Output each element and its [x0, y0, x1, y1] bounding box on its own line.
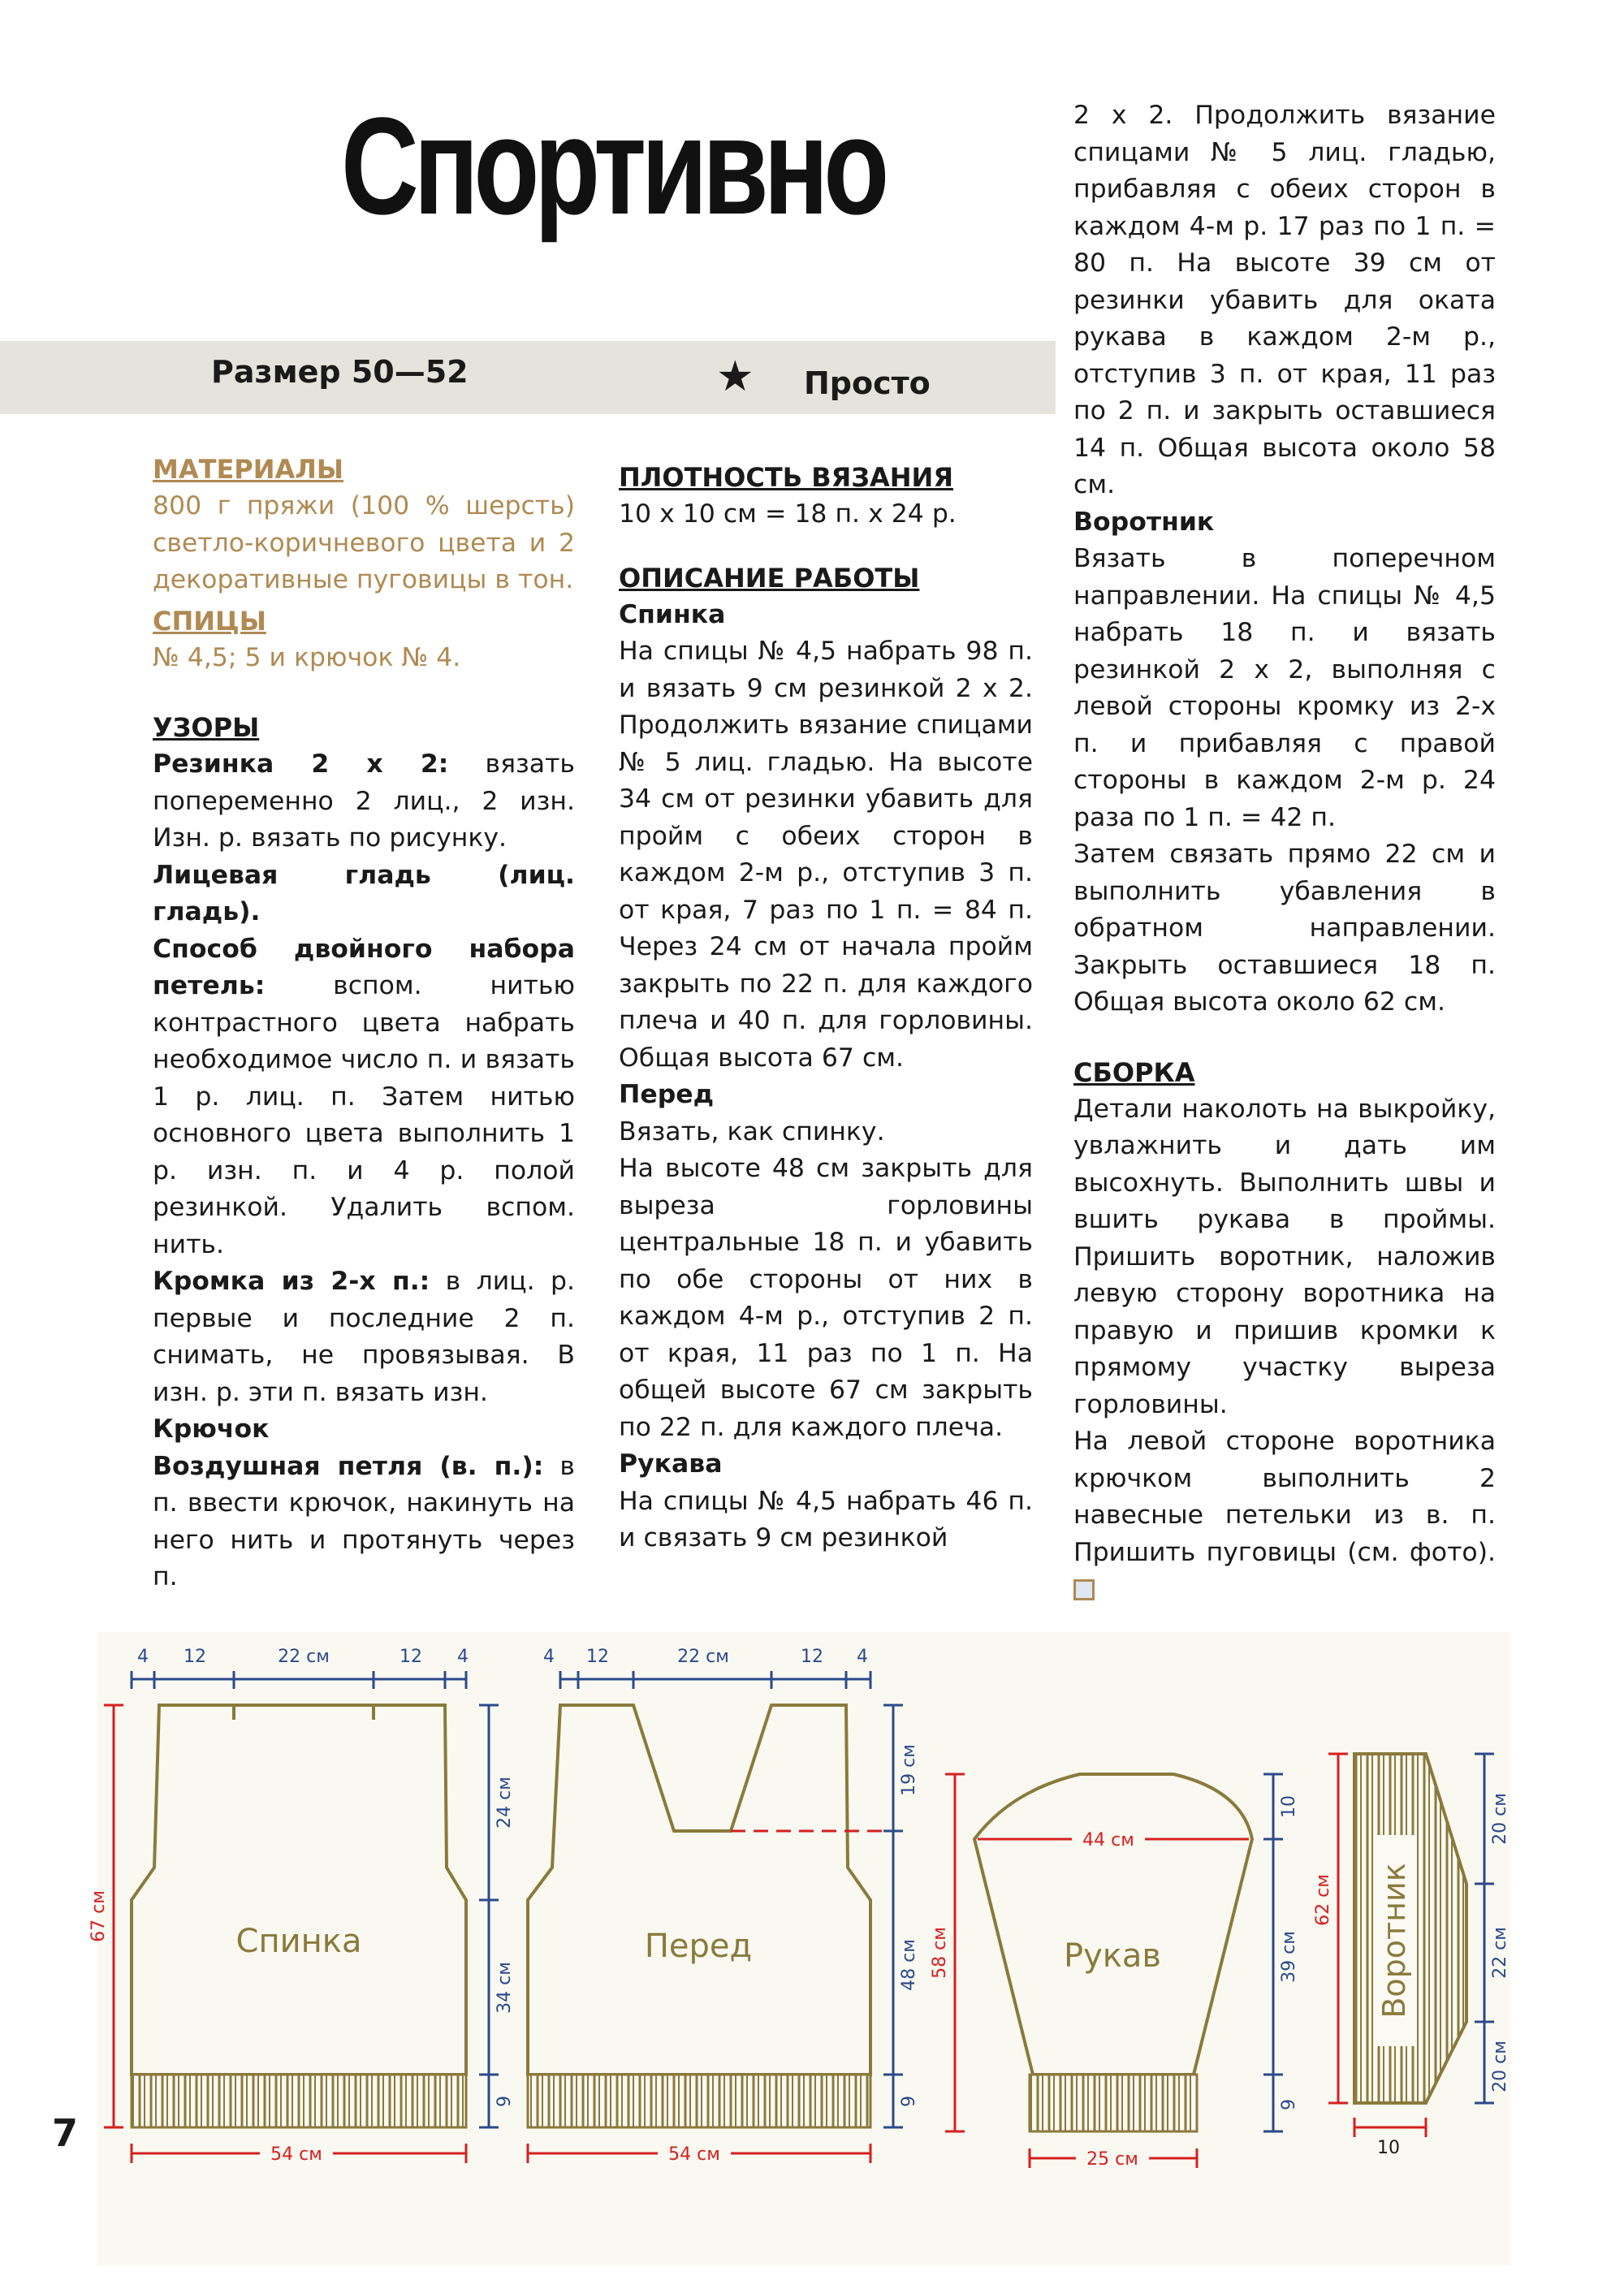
- front-schematic: [528, 1647, 919, 2165]
- size-label: Размер 50—52: [211, 354, 469, 390]
- sleeve-title: Рукава: [619, 1449, 723, 1479]
- description-heading: ОПИСАНИЕ РАБОТЫ: [619, 562, 920, 594]
- difficulty-label: Просто: [804, 365, 931, 401]
- needles-text: № 4,5; 5 и крючок № 4.: [153, 642, 461, 672]
- sleeve-rib-height: 9: [1279, 2099, 1299, 2110]
- cast-on-text: вспом. нитью контрастного цвета набрать необходимое число п. и вязать 1 р. лиц. п. Затем нитью основного цвета выполнить 1 р. изн. п. и 4 р. полой резинкой. Удалить вспом. нить.: [153, 971, 575, 1259]
- front-text-2: На высоте 48 см закрыть для выреза горловины центральные 18 п. и убавить по обе стороны от них в каждом 4-м р., отступив 2 п. от края, 11 раз по 1 п. На общей высоте 67 см закрыть по 22 п. для каждого плеча.: [619, 1154, 1033, 1442]
- sleeve-bottom-width: 25 см: [1086, 2149, 1138, 2170]
- back-rib-height: 9: [495, 2096, 515, 2107]
- front-rib-height: 9: [899, 2096, 919, 2107]
- chain-text: в п. ввести крючок, накинуть на него нить и протянуть через п.: [153, 1451, 575, 1591]
- assembly-text-1: Детали наколоть на выкройку, увлажнить и дать им высохнуть. Выполнить швы и вшить рукава в проймы. Пришить воротник, наложив левую сторону воротника на правую и пришив кромки к прямому участку выреза горловины.: [1073, 1094, 1496, 1419]
- collar-width: 10: [1377, 2138, 1400, 2158]
- materials-text: 800 г пряжи (100 % шерсть) светло-коричневого цвета и 2 декоративные пуговицы в тон.: [153, 491, 575, 594]
- gauge-text: 10 х 10 см = 18 п. х 24 р.: [619, 499, 957, 529]
- gauge-heading: ПЛОТНОСТЬ ВЯЗАНИЯ: [619, 462, 953, 493]
- hook-title: Крючок: [153, 1414, 270, 1444]
- cast-on-title: Способ двойного набора петель:: [153, 934, 575, 1000]
- back-schematic: [89, 1647, 515, 2165]
- back-label: Спинка: [235, 1923, 362, 1960]
- back-dim-4: 12: [400, 1647, 422, 1667]
- back-text: На спицы № 4,5 набрать 98 п. и вязать 9 см резинкой 2 х 2. Продолжить вязание спицами № 5 лиц. гладью. На высоте 34 см от резинки убавить для пройм с обеих сторон в каждом 2-м р., отступив 3 п. от края, 7 раз по 1 п. = 84 п. Через 24 см от начала пройм закрыть по 22 п. для каждого плеча и 40 п. для горловины. Общая высота 67 см.: [619, 637, 1033, 1073]
- sleeve-top-width: 44 см: [1082, 1830, 1134, 1850]
- star-icon: ★: [716, 352, 754, 401]
- stockinette-title: Лицевая гладь (лиц. гладь).: [153, 860, 575, 926]
- edge-title: Кромка из 2-х п.:: [153, 1267, 430, 1296]
- back-dim-1: 4: [137, 1647, 149, 1667]
- rib-title: Резинка 2 х 2:: [153, 749, 449, 779]
- collar-text-1: Вязать в поперечном направлении. На спицы № 4,5 набрать 18 п. и вязать резинкой 2 х 2, выполняя с левой стороны кромку из 2-х п. и прибавляя с правой стороны в каждом 2-м р. 24 раза по 1 п. = 42 п.: [1073, 544, 1496, 832]
- collar-seg-bottom: 20 см: [1490, 2040, 1510, 2092]
- needles-heading: СПИЦЫ: [153, 605, 266, 637]
- back-dim-3: 22 см: [278, 1647, 330, 1667]
- back-dim-2: 12: [184, 1647, 206, 1667]
- front-title: Перед: [619, 1080, 715, 1109]
- front-dim-2: 12: [586, 1647, 609, 1667]
- collar-schematic: [1313, 1754, 1510, 2158]
- front-outline: [528, 1705, 870, 2075]
- page-title: Спортивно: [341, 89, 884, 244]
- assembly-text-2-body: На левой стороне воротника крючком выполнить 2 навесные петельки из в. п. Пришить пуговицы (см. фото).: [1073, 1427, 1496, 1567]
- materials-heading: МАТЕРИАЛЫ: [153, 454, 344, 485]
- sleeve-rib: [1030, 2075, 1197, 2131]
- back-outline: [132, 1705, 466, 2075]
- front-dim-4: 12: [801, 1647, 823, 1667]
- front-dim-1: 4: [543, 1647, 555, 1667]
- collar-seg-mid: 22 см: [1490, 1927, 1510, 1979]
- rib-text: вязать попеременно 2 лиц., 2 изн. Изн. р. вязать по рисунку.: [153, 749, 575, 853]
- assembly-heading: СБОРКА: [1073, 1056, 1195, 1088]
- sleeve-schematic: [930, 1774, 1299, 2170]
- back-armhole-height: 24 см: [495, 1777, 515, 1829]
- sleeve-cap-height: 10: [1279, 1795, 1299, 1818]
- sleeve-text-a: На спицы № 4,5 набрать 46 п. и связать 9 см резинкой: [619, 1486, 1033, 1552]
- collar-title: Воротник: [1073, 507, 1215, 537]
- front-text-1: Вязать, как спинку.: [619, 1116, 885, 1146]
- front-width: 54 см: [668, 2144, 720, 2165]
- back-rib: [132, 2075, 466, 2127]
- collar-total-height: 62 см: [1313, 1874, 1333, 1926]
- chain-title: Воздушная петля (в. п.):: [153, 1451, 544, 1481]
- page-number: 7: [52, 2111, 79, 2155]
- sleeve-outline: [974, 1774, 1252, 2075]
- sleeve-body-height: 39 см: [1279, 1931, 1299, 1983]
- sleeve-total-height: 58 см: [930, 1927, 950, 1979]
- collar-text-2: Затем связать прямо 22 см и выполнить убавления в обратном направлении. Закрыть оставшиеся 18 п. Общая высота около 62 см.: [1073, 840, 1496, 1017]
- collar-label: Воротник: [1376, 1863, 1412, 2019]
- front-dim-3: 22 см: [677, 1647, 729, 1667]
- front-neck-height: 19 см: [899, 1744, 919, 1796]
- front-dim-5: 4: [857, 1647, 868, 1667]
- sleeve-text-b: 2 х 2. Продолжить вязание спицами № 5 лиц. гладью, прибавляя с обеих сторон в каждом 4-м р. 17 раз по 1 п. = 80 п. На высоте 39 см от резинки убавить для оката рукава в каждом 2-м р., отступив 3 п. от края, 11 раз по 2 п. и закрыть оставшиеся 14 п. Общая высота около 58 см.: [1073, 101, 1496, 499]
- front-rib: [528, 2075, 870, 2127]
- back-dim-5: 4: [457, 1647, 469, 1667]
- collar-seg-top: 20 см: [1490, 1793, 1510, 1845]
- front-body-height: 48 см: [899, 1939, 919, 1991]
- back-title: Спинка: [619, 599, 726, 629]
- sleeve-label: Рукав: [1063, 1937, 1162, 1975]
- patterns-heading: УЗОРЫ: [153, 712, 260, 743]
- edge-text: в лиц. р. первые и последние 2 п. снимать, не провязывая. В изн. р. эти п. вязать изн.: [153, 1267, 575, 1407]
- back-body-height: 34 см: [495, 1962, 515, 2014]
- back-total-height: 67 см: [89, 1890, 109, 1942]
- back-width: 54 см: [270, 2144, 322, 2165]
- front-label: Перед: [644, 1928, 753, 1965]
